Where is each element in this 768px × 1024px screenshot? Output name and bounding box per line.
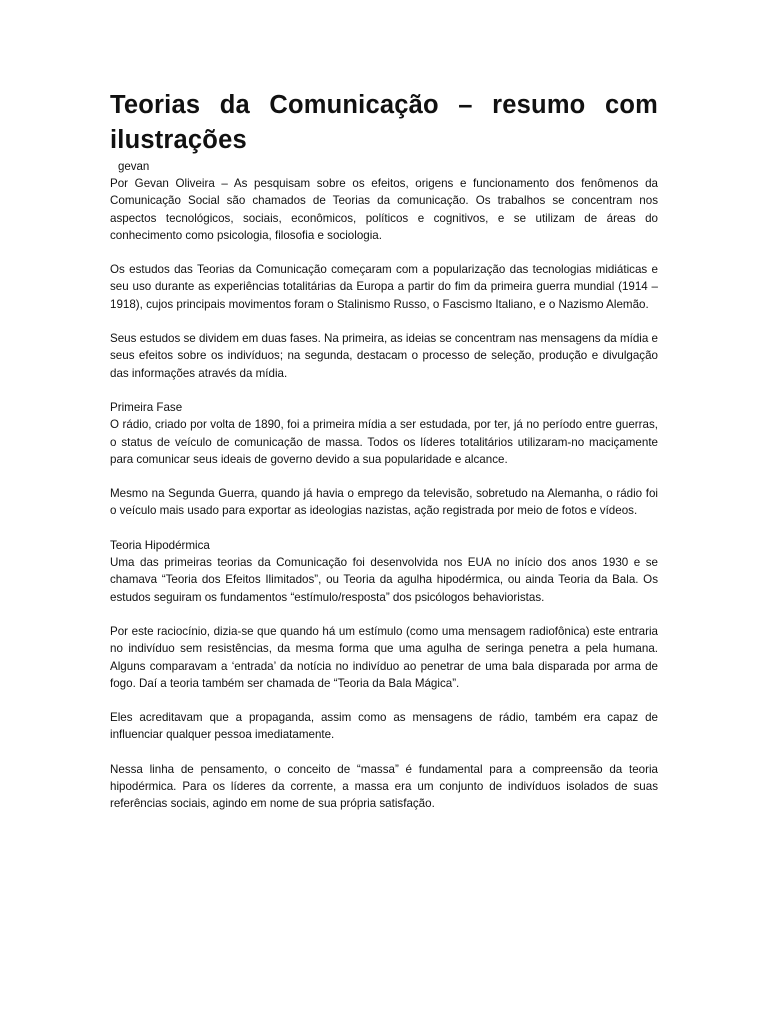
author-name: gevan xyxy=(118,161,150,173)
document-title: Teorias da Comunicação – resumo com ilustrações xyxy=(110,91,658,154)
paragraph-intro-1: Por Gevan Oliveira – As pesquisam sobre os efeitos, origens e funcionamento dos fenômenos da Comunicação Social são chamados de Teorias da comunicação. Os trabalhos se concentram nos aspectos tecnológicos, sociais, econômicos, políticos e cognitivos, e se utilizam de áreas do conhecimento como psicologia, filosofia e sociologia. xyxy=(110,177,658,242)
paragraph-intro-2: Os estudos das Teorias da Comunicação começaram com a popularização das tecnologias midiáticas e seu uso durante as experiências totalitárias da Europa a partir do fim da primeira guerra mundial (1914 – 1918), cujos principais movimentos foram o Stalinismo Russo, o Fascismo Italiano, e o Nazismo Alemão. xyxy=(110,263,658,311)
paragraph-hipodermica-2: Por este raciocínio, dizia-se que quando há um estímulo (como uma mensagem radiofônica) este entraria no indivíduo sem resistências, da mesma forma que uma agulha de seringa penetra a pela humana. Alguns comparavam a ‘entrada’ da notícia no indivíduo ao penetrar de uma bala disparada por arma de fogo. Daí a teoria também ser chamada de “Teoria da Bala Mágica”. xyxy=(110,624,658,690)
document-page xyxy=(110,88,658,813)
paragraph-primeira-fase-1: O rádio, criado por volta de 1890, foi a primeira mídia a ser estudada, por ter, já no período entre guerras, o status de veículo de comunicação de massa. Todos os líderes totalitários utilizaram-no maciçamente para comunicar seus ideais de governo devido a sua popularidade e alcance. xyxy=(110,418,658,466)
paragraph-primeira-fase-2: Mesmo na Segunda Guerra, quando já havia o emprego da televisão, sobretudo na Alemanha, o rádio foi o veículo mais usado para exportar as ideologias nazistas, ação registrada por meio de fotos e vídeos. xyxy=(110,487,658,518)
paragraph-hipodermica-3: Eles acreditavam que a propaganda, assim como as mensagens de rádio, também era capaz de influenciar qualquer pessoa imediatamente. xyxy=(110,711,658,742)
paragraph-intro-3: Seus estudos se dividem em duas fases. Na primeira, as ideias se concentram nas mensagens da mídia e seus efeitos sobre os indivíduos; na segunda, destacam o processo de seleção, produção e divulgação das informações através da mídia. xyxy=(110,332,658,380)
paragraph-hipodermica-4: Nessa linha de pensamento, o conceito de “massa” é fundamental para a compreensão da teoria hipodérmica. Para os líderes da corrente, a massa era um conjunto de indivíduos isolados de suas referências sociais, agindo em nome de sua própria satisfação. xyxy=(110,762,658,811)
section-heading-primeira-fase: Primeira Fase xyxy=(110,400,183,414)
paragraph-hipodermica-1: Uma das primeiras teorias da Comunicação foi desenvolvida nos EUA no início dos anos 1930 e se chamava “Teoria dos Efeitos Ilimitados”, ou Teoria da agulha hipodérmica, ou ainda Teoria da Bala. Os estudos seguiram os fundamentos “estímulo/resposta” dos psicólogos behavioristas. xyxy=(110,556,658,604)
section-heading-teoria-hipodermica: Teoria Hipodérmica xyxy=(110,538,210,552)
